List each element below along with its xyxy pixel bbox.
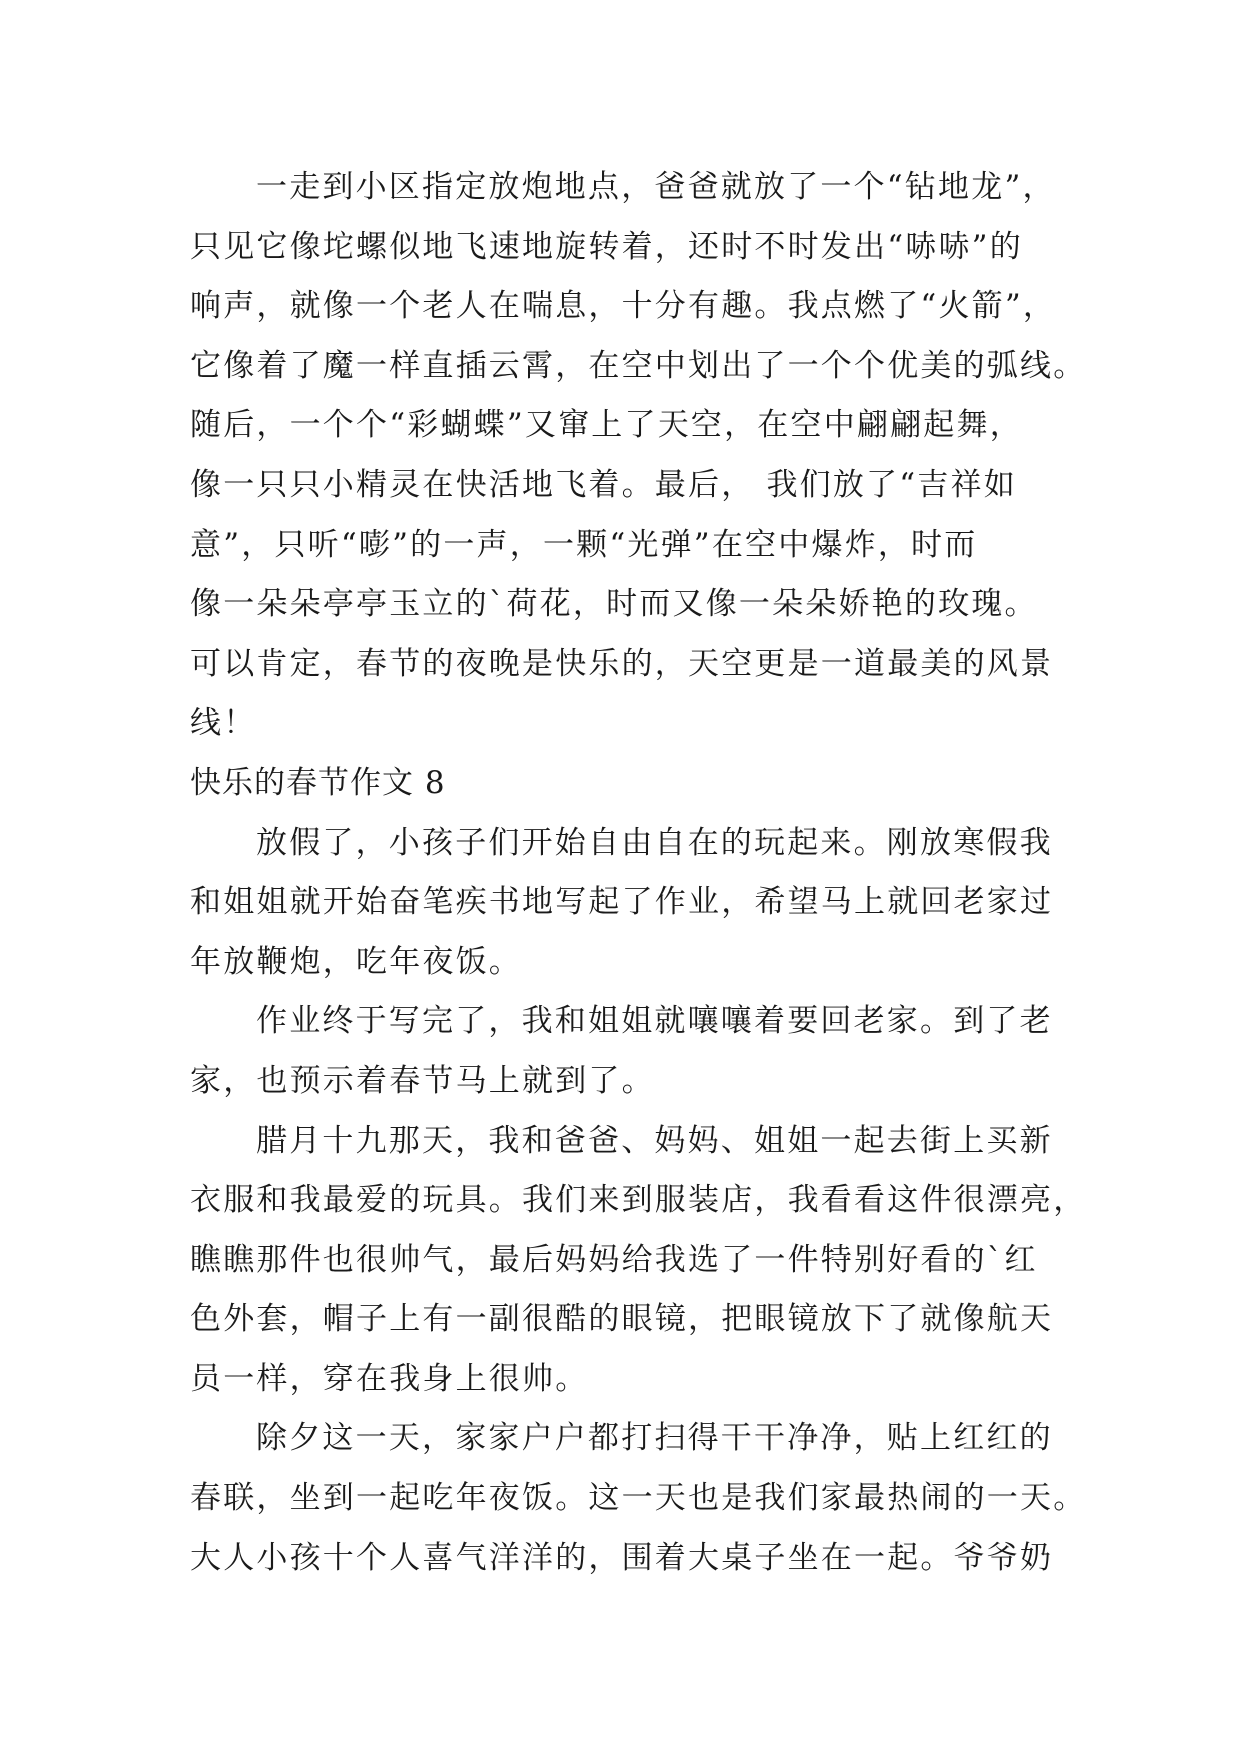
- document-body: [190, 158, 1087, 1588]
- paragraph-new-year-eve: [190, 1409, 1087, 1588]
- text-line: 色外套，帽子上有一副很酷的眼镜，把眼镜放下了就像航天: [190, 1301, 1054, 1338]
- text-line: 员一样，穿在我身上很帅。: [190, 1360, 589, 1397]
- paragraph-homework: [190, 992, 1075, 1111]
- text-line: 像一朵朵亭亭玉立的`荷花，时而又像一朵朵娇艳的玫瑰。: [190, 586, 1038, 623]
- text-line: 瞧瞧那件也很帅气，最后妈妈给我选了一件特别好看的`红: [190, 1241, 1038, 1278]
- text-line: 像一只只小精灵在快活地飞着。最后， 我们放了“吉祥如: [190, 466, 1017, 503]
- text-line: 腊月十九那天，我和爸爸、妈妈、姐姐一起去街上买新: [256, 1122, 1053, 1159]
- text-line: 家，也预示着春节马上就到了。: [190, 1062, 655, 1099]
- paragraph-shopping: [190, 1112, 1087, 1410]
- text-line: 春联，坐到一起吃年夜饭。这一天也是我们家最热闹的一天。: [190, 1480, 1087, 1517]
- text-line: 线！: [190, 705, 257, 742]
- text-line: 作业终于写完了，我和姐姐就嚷嚷着要回老家。到了老: [256, 1003, 1053, 1040]
- section-heading: 快乐的春节作文 8: [190, 764, 446, 801]
- text-line: 大人小孩十个人喜气洋洋的，围着大桌子坐在一起。爷爷奶: [190, 1539, 1054, 1576]
- text-line: 意”，只听“嘭”的一声，一颗“光弹”在空中爆炸，时而: [190, 526, 978, 563]
- text-line: 放假了，小孩子们开始自由自在的玩起来。刚放寒假我: [256, 824, 1053, 861]
- text-line: 只见它像坨螺似地飞速地旋转着，还时不时发出“哧哧”的: [190, 228, 1023, 265]
- text-line: 除夕这一天，家家户户都打扫得干干净净，贴上红红的: [256, 1420, 1053, 1457]
- text-line: 一走到小区指定放炮地点，爸爸就放了一个“钻地龙”，: [256, 169, 1056, 205]
- text-line: 可以肯定，春节的夜晚是快乐的，天空更是一道最美的风景: [190, 645, 1054, 682]
- text-line: 响声，就像一个老人在喘息，十分有趣。我点燃了“火箭”，: [190, 288, 1057, 325]
- paragraph-vacation: [190, 814, 1075, 993]
- paragraph-fireworks: [190, 158, 1087, 754]
- text-line: 它像着了魔一样直插云霄，在空中划出了一个个优美的弧线。: [190, 347, 1087, 384]
- text-line: 年放鞭炮，吃年夜饭。: [190, 943, 522, 980]
- text-line: 衣服和我最爱的玩具。我们来到服装店，我看看这件很漂亮，: [190, 1182, 1087, 1219]
- text-line: 随后，一个个“彩蝴蝶”又窜上了天空，在空中翩翩起舞，: [190, 407, 1023, 444]
- text-line: 和姐姐就开始奋笔疾书地写起了作业，希望马上就回老家过: [190, 884, 1054, 921]
